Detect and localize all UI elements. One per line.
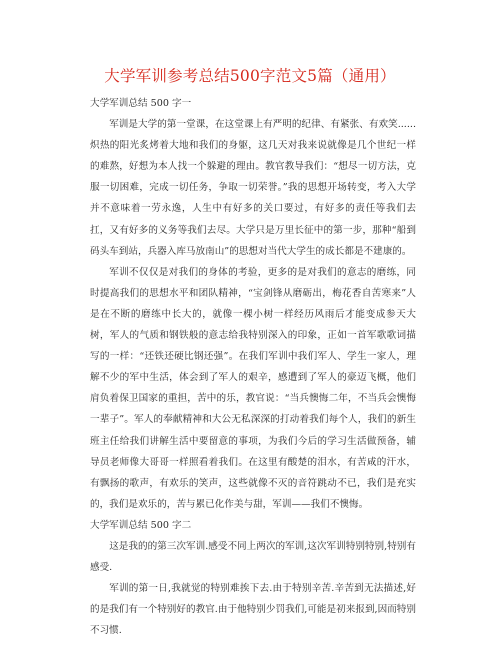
paragraph-4: 军训的第一日,我就觉的特别难挨下去.由于特别辛苦.辛苦到无法描述,好的是我们有一个特别好的教官.由于他特别少罚我们,可能是初来报到,因而特别不习惯. [90, 583, 416, 637]
paragraph-3: 这是我的的第三次军训.感受不同上两次的军训,这次军训特别特别,特别有感受. [90, 540, 416, 574]
paragraph-1: 军训是大学的第一堂课，在这堂课上有严明的纪律、有紧张、有欢笑......炽热的阳光炙烤着大地和我们的身躯，这几天对我来说就像是几个世纪一样的难熬，好想为本人找一个躲避的理由。教官教导我们：“想尽一切方法，克服一切困难，完成一切任务，争取一切荣誉。”我的思想开场转变，考入大学并不意味着一劳永逸，人生中有好多的关口要过，有好多的责任等我们去扛，又有好多的义务等我们去尽。大学只是万里长征中的第一步，那种“船到码头车到站，兵器入库马放南山”的思想对当代大学生的成长都是不建康的。 [90, 119, 416, 257]
paragraph-2: 军训不仅仅是对我们的身体的考验，更多的是对我们的意志的磨练，同时提高我们的思想水平和团队精神，“宝剑锋从磨砺出，梅花香自苦寒来”人是在不断的磨练中长大的，就像一棵小树一样经历风雨后才能变成参天大树，军人的气质和钢铁般的意志给我特别深入的印象，正如一首军歌歌词描写的一样：“还铁还硬比钢还强”。在我们军训中我们军人、学生一家人，理解不少的军中生活，体会到了军人的艰辛，感遭到了军人的豪迈飞概，他们肩负着保卫国家的重担，苦中的乐，教官说：“当兵懊悔二年，不当兵会懊悔一辈子”。军人的奉献精神和大公无私深深的打动着我们每个人，我们的新生班主任给我们讲解生活中要留意的事项，为我们今后的学习生活做预备，辅导员老师像大哥哥一样照看着我们。在这里有酸楚的泪水，有苦咸的汗水，有飘扬的歌声，有欢乐的笑声，这些就像不灭的音符跳动不已，我们是充实的，我们是欢乐的，苦与累已化作美与甜，军训——我们不懊悔。 [90, 266, 416, 510]
section-heading-2: 大学军训总结 500 字二 [90, 519, 192, 531]
document-body [90, 93, 416, 641]
section-heading-1: 大学军训总结 500 字一 [90, 98, 192, 109]
document-title: 大学军训参考总结500字范文5篇（通用） [104, 67, 396, 85]
